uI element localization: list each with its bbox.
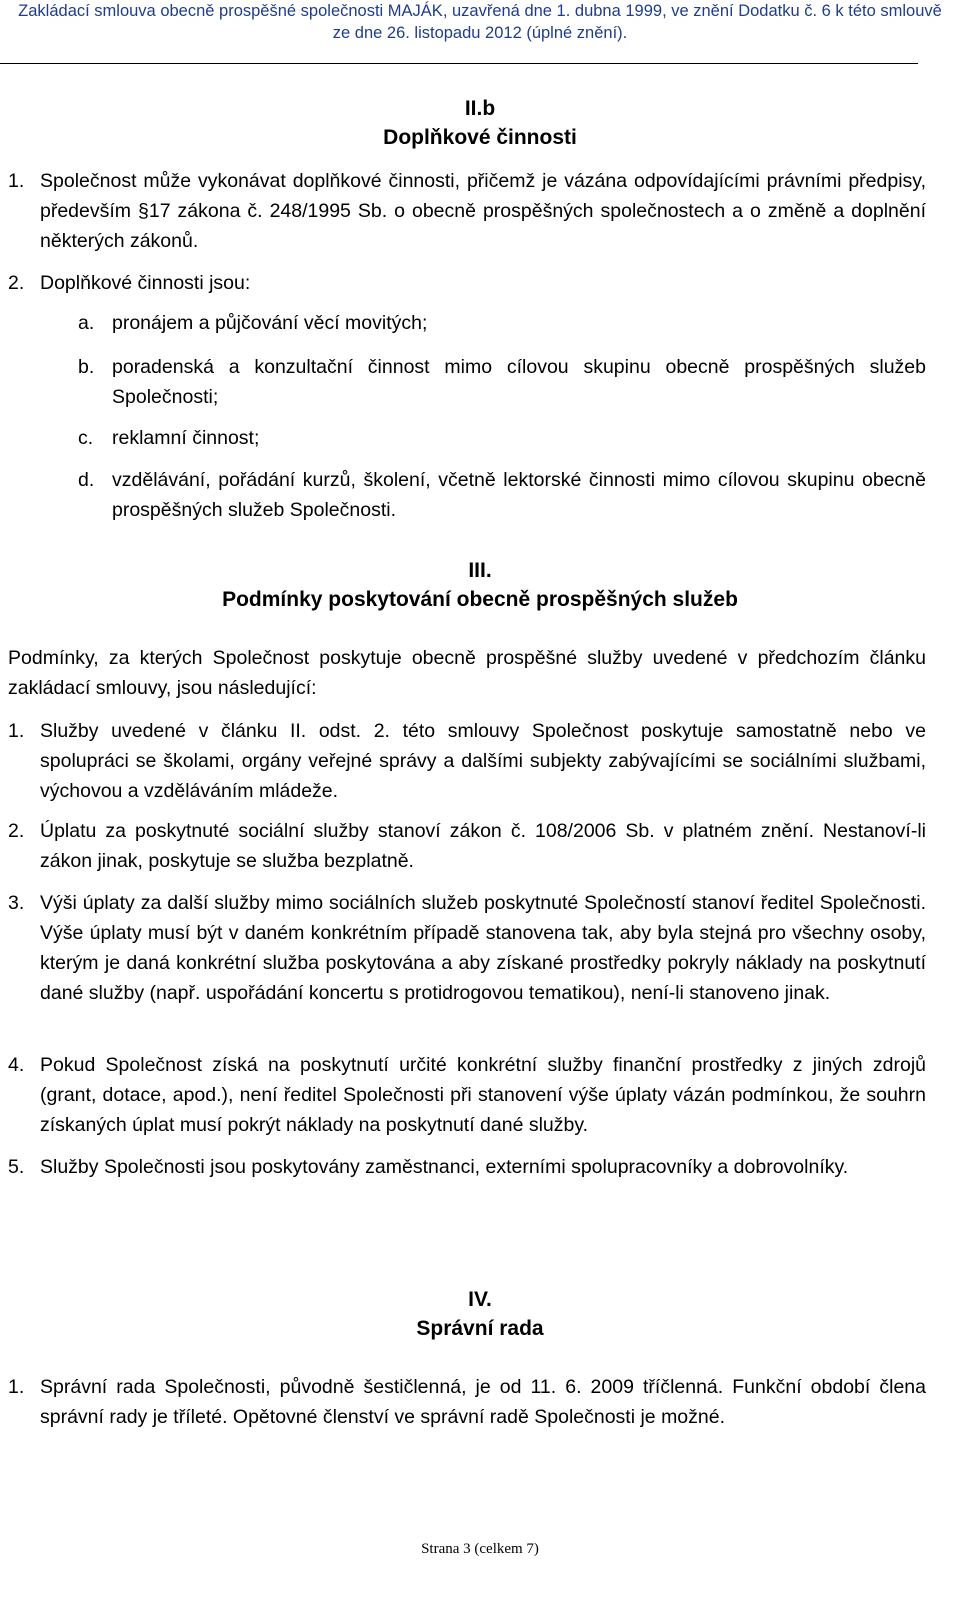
item-text: Výši úplaty za další služby mimo sociálních služeb poskytnuté Společností stanoví ředitel Společnosti. Výše úplaty musí být v daném konkrétním případě stanovena tak, aby byla stejná pro všechny osoby, kterým je daná konkrétní služba poskytována a aby získané prostředky pokryly náklady na poskytnutí dané služby (např. uspořádání koncertu s protidrogovou tematikou), není-li stanoveno jinak. <box>40 892 926 1004</box>
item-number: 2. <box>8 272 25 294</box>
item-text: Správní rada Společnosti, původně šestičlenná, je od 11. 6. 2009 tříčlenná. Funkční období člena správní rady je tříleté. Opětovné členství ve správní radě Společnosti je možné. <box>40 1376 926 1428</box>
header-line-2: ze dne 26. listopadu 2012 (úplné znění). <box>332 24 628 42</box>
subitem-text: reklamní činnost; <box>112 427 260 449</box>
item-number: 2. <box>8 820 25 842</box>
item-text: Úplatu za poskytnuté sociální služby stanoví zákon č. 108/2006 Sb. v platném znění. Nestanoví-li zákon jinak, poskytuje se služba bezplatně. <box>40 820 926 872</box>
item-text: Služby uvedené v článku II. odst. 2. této smlouvy Společnost poskytuje samostatně nebo ve spolupráci se školami, orgány veřejné správy a dalšími subjekty zabývajícími se sociálními službami, výchovou a vzděláváním mládeže. <box>40 720 926 802</box>
subitem-letter: a. <box>78 312 95 334</box>
item-number: 3. <box>8 892 25 914</box>
section-4-number: IV. <box>468 1288 492 1311</box>
item-number: 5. <box>8 1156 25 1178</box>
subitem-letter: b. <box>78 356 95 378</box>
section-2b-number: II.b <box>464 97 496 120</box>
section-4-title: Správní rada <box>416 1317 544 1340</box>
header-divider <box>0 63 918 64</box>
document-header <box>0 0 960 44</box>
item-text: Společnost může vykonávat doplňkové činnosti, přičemž je vázána odpovídajícími právními předpisy, především §17 zákona č. 248/1995 Sb. o obecně prospěšných společnostech a o změně a doplnění některých zákonů. <box>40 170 926 252</box>
section-2b-title: Doplňkové činnosti <box>383 126 577 149</box>
section-3-intro: Podmínky, za kterých Společnost poskytuje obecně prospěšné služby uvedené v předchozím článku zakládací smlouvy, jsou následující: <box>8 647 926 699</box>
page-footer: Strana 3 (celkem 7) <box>421 1541 539 1557</box>
item-number: 1. <box>8 1376 25 1398</box>
section-3-number: III. <box>468 559 492 582</box>
subitem-letter: d. <box>78 469 95 491</box>
header-line-1: Zakládací smlouva obecně prospěšné společnosti MAJÁK, uzavřená dne 1. dubna 1999, ve znění Dodatku č. 6 k této smlouvě <box>18 2 942 20</box>
item-number: 1. <box>8 170 25 192</box>
item-text: Služby Společnosti jsou poskytovány zaměstnanci, externími spolupracovníky a dobrovolníky. <box>40 1156 849 1178</box>
section-3-title: Podmínky poskytování obecně prospěšných služeb <box>222 588 738 611</box>
subitem-text: poradenská a konzultační činnost mimo cílovou skupinu obecně prospěšných služeb Společnosti; <box>112 356 926 408</box>
item-number: 1. <box>8 720 25 742</box>
subitem-text: vzdělávání, pořádání kurzů, školení, včetně lektorské činnosti mimo cílovou skupinu obecně prospěšných služeb Společnosti. <box>112 469 926 521</box>
item-text: Pokud Společnost získá na poskytnutí určité konkrétní služby finanční prostředky z jiných zdrojů (grant, dotace, apod.), není ředitel Společnosti při stanovení výše úplaty vázán podmínkou, že souhrn získaných úplat musí pokrýt náklady na poskytnutí dané služby. <box>40 1054 926 1136</box>
item-number: 4. <box>8 1054 25 1076</box>
subitem-letter: c. <box>78 427 94 449</box>
item-text: Doplňkové činnosti jsou: <box>40 272 251 294</box>
subitem-text: pronájem a půjčování věcí movitých; <box>112 312 428 334</box>
